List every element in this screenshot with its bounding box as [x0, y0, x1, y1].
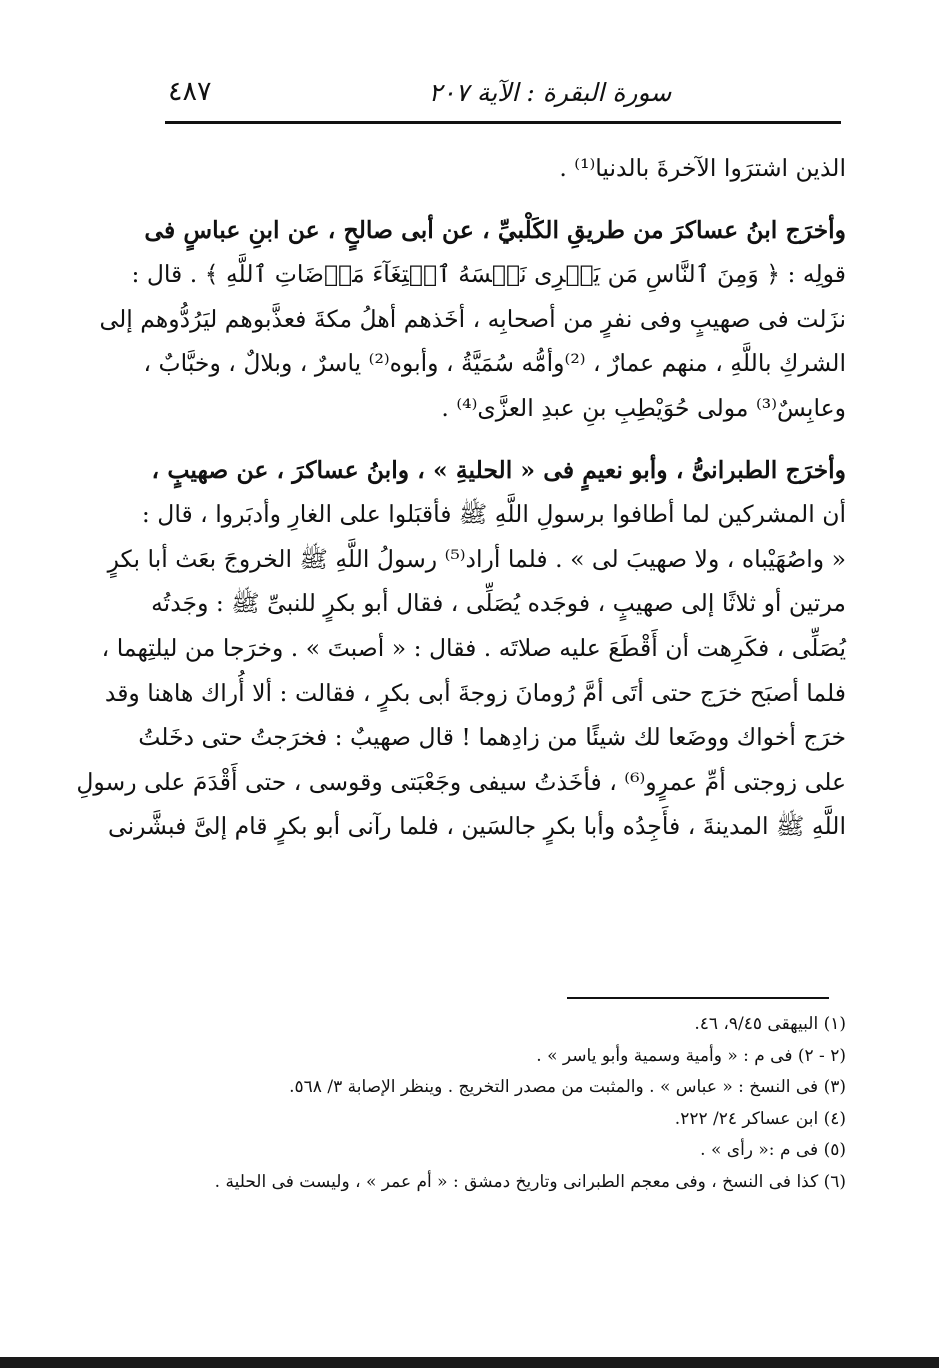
running-head: سورة البقرة : الآية ٢٠٧ — [428, 78, 672, 107]
text-line: قولِه : ﴿ وَمِنَ ٱلنَّاسِ مَن يَشۡرِى نَفۡسَهُ ٱبۡتِغَآءَ مَرۡضَاتِ ٱللَّهِ ﴾ . قال : — [131, 260, 846, 289]
page-number: ٤٨٧ — [168, 76, 212, 107]
footnote: (٤) ابن عساكر ٢٤/ ٢٢٢. — [674, 1108, 846, 1129]
text-line: الشركِ باللَّهِ ، منهم عمارٌ ، ⁽²⁾وأمُّه سُمَيَّةُ ، وأبوه⁽²⁾ ياسرٌ ، وبلالٌ ، وخبَّابٌ ، — [143, 349, 846, 378]
text-line: مرتين أو ثلاثًا إلى صهيبٍ ، فوجَده يُصَلِّى ، فقال أبو بكرٍ للنبىِّ ﷺ : وجَدتُه — [151, 589, 846, 618]
text-line: الذين اشترَوا الآخرةَ بالدنيا⁽¹⁾ . — [559, 154, 846, 182]
footnote-rule — [567, 997, 829, 999]
footnotes — [160, 1009, 846, 1199]
paragraph-3 — [76, 448, 846, 849]
footnote: (٣) فى النسخ : « عباس » . والمثبت من مصدر التخريج . وينظر الإصابة ٣/ ٥٦٨. — [289, 1077, 846, 1098]
text-line: اللَّهِ ﷺ المدينةَ ، فأَجِدُه وأبا بكرٍ جالسَين ، فلما رآنى أبو بكرٍ قام إلىَّ فبشَّرنى — [107, 812, 846, 841]
footnote: (١) البيهقى ٩/٤٥، ٤٦. — [694, 1014, 846, 1034]
text-line: وأخرَج الطبرانىُّ ، وأبو نعيمٍ فى « الحليةِ » ، وابنُ عساكرَ ، عن صهيبٍ ، — [151, 455, 846, 484]
text-line: وأخرَج ابنُ عساكرَ من طريقِ الكَلْبيِّ ، عن أبى صالحٍ ، عن ابنِ عباسٍ فى — [144, 215, 846, 244]
footnote: (٦) كذا فى النسخ ، وفى معجم الطبرانى وتاريخ دمشق : « أم عمر » ، وليست فى الحلية . — [214, 1171, 846, 1192]
text-line: يُصَلِّى ، فكَرِهت أن أَقْطَعَ عليه صلاتَه . فقال : « أصبتَ » . وخرَجا من ليلتِهما ، — [101, 633, 846, 662]
text-line: على زوجتى أمِّ عمرٍو⁽⁶⁾ ، فأخَذتُ سيفى وجَعْبَتى وقوسى ، حتى أَقْدَمَ على رسولِ — [76, 767, 846, 796]
footnote: (٥) فى م :« رأى » . — [700, 1140, 846, 1161]
paragraph-1 — [160, 146, 846, 191]
footnote: (٢ - ٢) فى م : « وأمية وسمية وأبو ياسر » . — [536, 1045, 846, 1066]
header-rule — [165, 121, 841, 124]
body-text — [76, 146, 846, 849]
text-line: وعابِسٌ⁽³⁾ مولى حُوَيْطِبِ بنِ عبدِ العزَّى⁽⁴⁾ . — [441, 393, 846, 422]
text-line: نزَلت فى صهيبٍ وفى نفرٍ من أصحابِه ، أخَذهم أهلُ مكةَ فعذَّبوهم ليَرُدُّوهم إلى — [99, 304, 846, 333]
text-line: « واصُهَيْباه ، ولا صهيبَ لى » . فلما أراد⁽⁵⁾ رسولُ اللَّهِ ﷺ الخروجَ بعَث أبا بكرٍ — [107, 544, 846, 573]
paragraph-2 — [99, 208, 846, 431]
text-line: أن المشركين لما أطافوا برسولِ اللَّهِ ﷺ فأقبَلوا على الغارِ وأدبَروا ، قال : — [141, 500, 846, 529]
text-line: فلما أصبَح خرَج حتى أتَى أمَّ رُومانَ زوجةَ أبى بكرٍ ، فقالت : ألا أُراك هاهنا وقد — [104, 678, 846, 707]
scan-bottom-edge — [0, 1357, 939, 1368]
text-line: خرَج أخواك ووضَعا لك شيئًا من زادِهما ! قال صهيبٌ : فخرَجتُ حتى دخَلتُ — [138, 723, 846, 752]
